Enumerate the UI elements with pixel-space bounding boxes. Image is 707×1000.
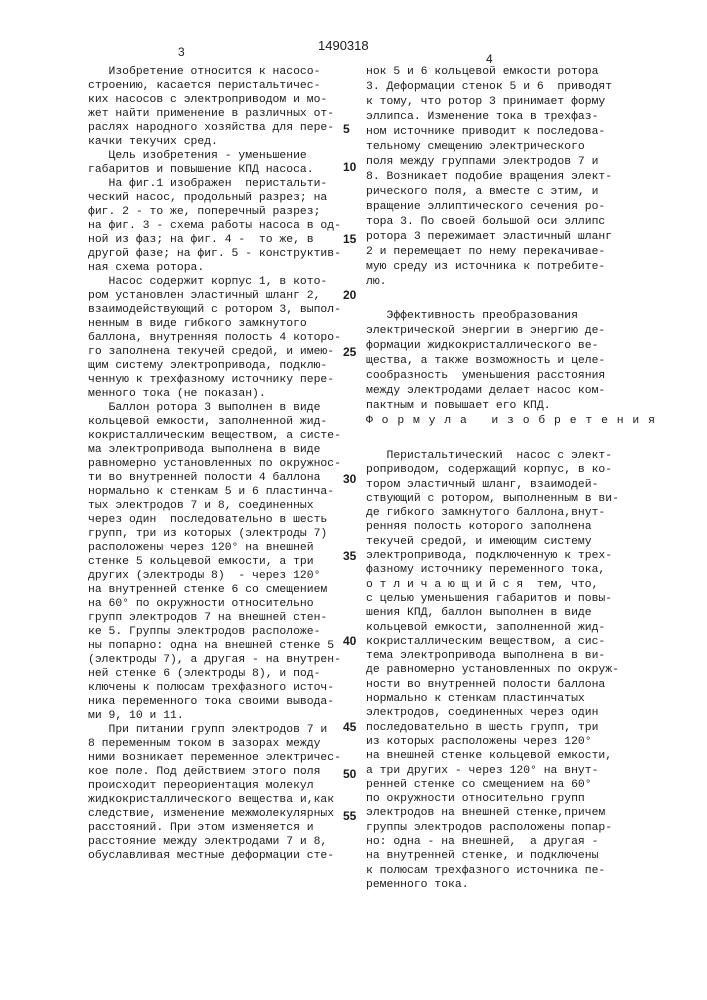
text-line: кокристаллическим веществом, а сис- — [366, 635, 646, 649]
text-line: ном источнике приводит к последова- — [366, 125, 646, 140]
claims-heading: Ф о р м у л а и з о б р е т е н и я — [366, 415, 656, 427]
text-line: го заполнена текучей средой, и имею- — [88, 345, 348, 359]
text-line: рического поля, а вместе с этим, и — [366, 185, 646, 200]
text-line: ная схема ротора. — [88, 261, 348, 275]
text-line: 8. Возникает подобие вращения элект- — [366, 170, 646, 185]
text-line: других (электроды 8) - через 120° — [88, 569, 348, 583]
text-line: расстояние между электродами 7 и 8, — [88, 835, 348, 849]
text-line: стенке 5 кольцевой емкости, а три — [88, 555, 348, 569]
line-number: 35 — [343, 549, 356, 563]
text-line: ременного тока. — [366, 878, 646, 892]
text-line: Цель изобретения - уменьшение — [88, 149, 348, 163]
text-line: следствие, изменение межмолекулярных — [88, 807, 348, 821]
text-line: ключены к полюсам трехфазного источ- — [88, 681, 348, 695]
text-line: ны попарно: одна на внешней стенке 5 — [88, 639, 348, 653]
text-line: Эффективность преобразования — [366, 309, 646, 324]
text-line: 2 и перемещает по нему перекачивае- — [366, 245, 646, 260]
line-number: 55 — [343, 809, 356, 823]
patent-number: 1490318 — [318, 38, 369, 53]
text-line: на фиг. 3 - схема работы насоса в од- — [88, 219, 348, 233]
text-line: нормально к стенкам пластинчатых — [366, 692, 646, 706]
text-line: групп, три из которых (электроды 7) — [88, 527, 348, 541]
text-line: эллипса. Изменение тока в трехфаз- — [366, 110, 646, 125]
text-line: обуславливая местные деформации сте- — [88, 849, 348, 863]
text-line: ротора 3 пережимает эластичный шланг — [366, 230, 646, 245]
text-line: кое поле. Под действием этого поля — [88, 765, 348, 779]
line-number: 50 — [343, 767, 356, 781]
text-line: щества, а также возможность и целе- — [366, 354, 646, 369]
effect-paragraph — [366, 309, 646, 414]
text-line: с целью уменьшения габаритов и повы- — [366, 592, 646, 606]
text-line: жет найти применение в различных от- — [88, 107, 348, 121]
text-line: групп электродов 7 на внешней стен- — [88, 611, 348, 625]
claims-text — [366, 449, 646, 892]
text-line: лю. — [366, 275, 646, 290]
text-line: тельному смещению электрического — [366, 140, 646, 155]
text-line: электродов на внешней стенке,причем — [366, 806, 646, 820]
text-line: мую среду из источника к потребите- — [366, 260, 646, 275]
text-line: ними возникает переменное электричес- — [88, 751, 348, 765]
text-line: на 60° по окружности относительно — [88, 597, 348, 611]
line-number: 10 — [343, 160, 356, 174]
line-number: 25 — [343, 345, 356, 359]
text-line: щим систему электропривода, подклю- — [88, 359, 348, 373]
text-line: ром установлен эластичный шланг 2, — [88, 289, 348, 303]
text-line: ческий насос, продольный разрез; на — [88, 191, 348, 205]
text-line: тых электродов 7 и 8, соединенных — [88, 499, 348, 513]
text-line: де равномерно установленных по окруж- — [366, 663, 646, 677]
text-line: ной из фаз; на фиг. 4 - то же, в — [88, 233, 348, 247]
text-line: Баллон ротора 3 выполнен в виде — [88, 401, 348, 415]
text-line: ствующий с ротором, выполненным в ви- — [366, 492, 646, 506]
text-line: ней стенке 6 (электроды 8), и под- — [88, 667, 348, 681]
text-line: к полюсам трехфазного источника пе- — [366, 864, 646, 878]
text-line: другой фазе; на фиг. 5 - конструктив- — [88, 247, 348, 261]
text-line: ке 5. Группы электродов расположе- — [88, 625, 348, 639]
text-line: При питании групп электродов 7 и — [88, 723, 348, 737]
text-line: взаимодействующий с ротором 3, выпол- — [88, 303, 348, 317]
text-line: ма электропривода выполнена в виде — [88, 443, 348, 457]
text-line: на внутренней стенке 6 со смещением — [88, 583, 348, 597]
text-line: на внешней стенке кольцевой емкости, — [366, 749, 646, 763]
text-line: ких насосов с электроприводом и мо- — [88, 93, 348, 107]
text-line: кольцевой емкости, заполненной жид- — [88, 415, 348, 429]
line-number: 5 — [343, 122, 350, 136]
text-line: электрической энергии в энергию де- — [366, 324, 646, 339]
text-line: ненным в виде гибкого замкнутого — [88, 317, 348, 331]
text-line: ника переменного тока своими вывода- — [88, 695, 348, 709]
text-line: формации жидкокристаллического ве- — [366, 339, 646, 354]
text-line: де гибкого замкнутого баллона,внут- — [366, 506, 646, 520]
text-line: строению, касается перистальтичес- — [88, 79, 348, 93]
text-line: происходит переориентация молекул — [88, 779, 348, 793]
text-line: фиг. 2 - то же, поперечный разрез; — [88, 205, 348, 219]
text-line: (электроды 7), а другая - на внутрен- — [88, 653, 348, 667]
text-line: роприводом, содержащий корпус, в ко- — [366, 463, 646, 477]
text-line: Насос содержит корпус 1, в кото- — [88, 275, 348, 289]
text-line: фазному источнику переменного тока, — [366, 563, 646, 577]
text-line: кокристаллическим веществом, а систе- — [88, 429, 348, 443]
text-line: 8 переменным током в зазорах между — [88, 737, 348, 751]
text-line: 3. Деформации стенок 5 и 6 приводят — [366, 80, 646, 95]
text-line: нок 5 и 6 кольцевой емкости ротора — [366, 65, 646, 80]
text-line: менного тока (не показан). — [88, 387, 348, 401]
text-line: ченную к трехфазному источнику пере- — [88, 373, 348, 387]
text-line: На фиг.1 изображен перистальти- — [88, 177, 348, 191]
text-line: раслях народного хозяйства для пере- — [88, 121, 348, 135]
text-line: а три других - через 120° на внут- — [366, 764, 646, 778]
text-line: тора 3. По своей большой оси эллипс — [366, 215, 646, 230]
line-number: 15 — [343, 232, 356, 246]
text-line: ми 9, 10 и 11. — [88, 709, 348, 723]
text-line: равномерно установленных по окружнос- — [88, 457, 348, 471]
text-line: по окружности относительно групп — [366, 792, 646, 806]
text-line: ренней стенке со смещением на 60° — [366, 778, 646, 792]
text-line: расстояний. При этом изменяется и — [88, 821, 348, 835]
page-number-right: 4 — [486, 52, 493, 66]
line-number: 45 — [343, 720, 356, 734]
description-right-column — [366, 65, 646, 290]
description-left-column — [88, 65, 348, 863]
text-line: электропривода, подключенную к трех- — [366, 549, 646, 563]
text-line: последовательно в шесть групп, три — [366, 721, 646, 735]
text-line: электродов, соединенных через один — [366, 706, 646, 720]
text-line: сообразность уменьшения расстояния — [366, 369, 646, 384]
text-line: текучей средой, и имеющим систему — [366, 535, 646, 549]
text-line: поля между группами электродов 7 и — [366, 155, 646, 170]
text-line: ти во внутренней полости 4 баллона — [88, 471, 348, 485]
text-line: тором эластичный шланг, взаимодей- — [366, 478, 646, 492]
text-line: из которых расположены через 120° — [366, 735, 646, 749]
line-number: 20 — [343, 288, 356, 302]
line-number: 30 — [343, 472, 356, 486]
text-line: шения КПД, баллон выполнен в виде — [366, 606, 646, 620]
text-line: расположены через 120° на внешней — [88, 541, 348, 555]
text-line: ренняя полость которого заполнена — [366, 520, 646, 534]
text-line: группы электродов расположены попар- — [366, 821, 646, 835]
text-line: нормально к стенкам 5 и 6 пластинча- — [88, 485, 348, 499]
text-line: о т л и ч а ю щ и й с я тем, что, — [366, 578, 646, 592]
text-line: баллона, внутренняя полость 4 которо- — [88, 331, 348, 345]
text-line: Перистальтический насос с элект- — [366, 449, 646, 463]
text-line: габаритов и повышение КПД насоса. — [88, 163, 348, 177]
text-line: через один последовательно в шесть — [88, 513, 348, 527]
text-line: между электродами делает насос ком- — [366, 384, 646, 399]
text-line: ности во внутренней полости баллона — [366, 678, 646, 692]
text-line: на внутренней стенке, и подключены — [366, 849, 646, 863]
text-line: тема электропривода выполнена в ви- — [366, 649, 646, 663]
text-line: кольцевой емкости, заполненной жид- — [366, 621, 646, 635]
text-line: к тому, что ротор 3 принимает форму — [366, 95, 646, 110]
text-line: но: одна - на внешней, а другая - — [366, 835, 646, 849]
page-number-left: 3 — [178, 45, 185, 59]
text-line: пактным и повышает его КПД. — [366, 399, 646, 414]
line-number: 40 — [343, 634, 356, 648]
text-line: вращение эллиптического сечения ро- — [366, 200, 646, 215]
text-line: качки текучих сред. — [88, 135, 348, 149]
text-line: жидкокристаллического вещества и,как — [88, 793, 348, 807]
text-line: Изобретение относится к насосо- — [88, 65, 348, 79]
